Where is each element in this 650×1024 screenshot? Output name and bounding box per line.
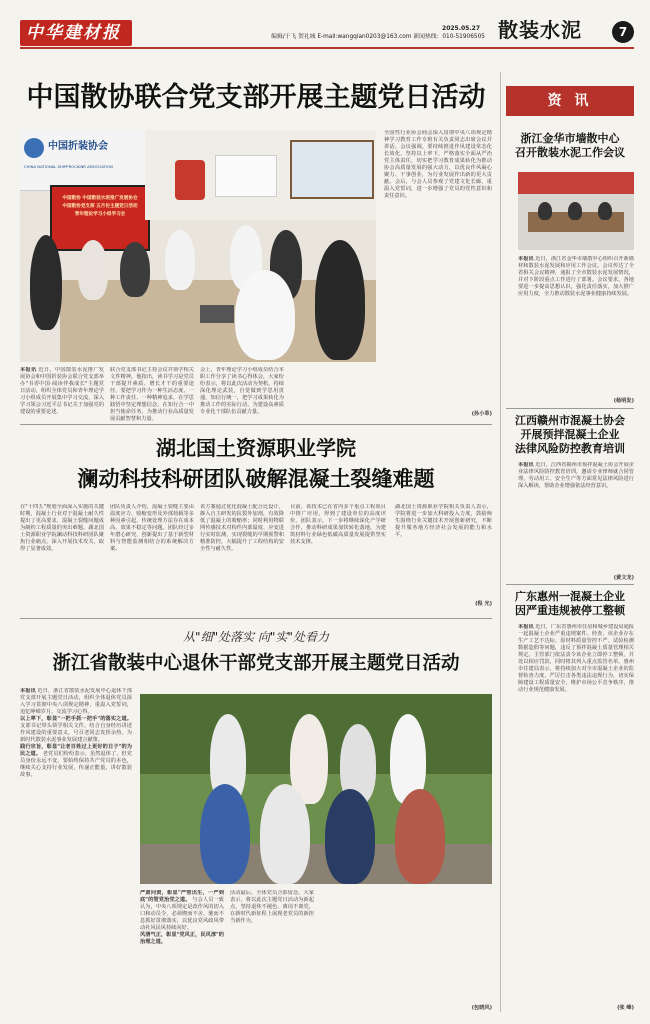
article-1-column-3: 会上，青年理论学习小组成员结合本职工作分享了读书心得体会，大家纷纷表示，将以此次活动为契机，持续深化理论武装，自觉做到学思用贯通、知信行统一，把学习成果转化为推动工作的实际行动，为建设高素质专业化干部队伍贡献力量。 <box>200 367 284 415</box>
article-3-column-1 <box>20 688 132 1012</box>
article-3-kicker: 从"细"处落实 向"实"处看力 <box>183 630 329 644</box>
article-2-headline-2: 澜动科技科研团队破解混凝土裂缝难题 <box>77 467 435 491</box>
article-1-column-1-text: 近日，中国散装水泥推广发展协会和中国折装协会联合党支部举办"书香中国·阅读伴我成长"主题党日活动，组织全体党员和青年理论学习小组成员开展集中学习交流，深入学习领会习近平总书记关于加强党的建设的重要论述。 <box>20 367 104 415</box>
person <box>598 202 612 220</box>
page-number: 7 <box>618 25 628 39</box>
laptop <box>200 305 234 323</box>
article-3-column-3-text: 与会人员一致认为，中央八项规定是改作风的切入口和动员令，必须锲而不舍、驰而不息抓好贯彻落实，以优良党风政风带动社风民风持续向好。 <box>140 897 224 931</box>
masthead-rule <box>20 47 634 49</box>
article-1-intro-label: 本报讯 <box>20 367 37 373</box>
sidebar-item-3-label: 本报讯 <box>518 624 534 630</box>
article-3-column-5 <box>410 890 492 1000</box>
article-3-subhead-1: 以上率下，彰显"一把手抓一把手"的落实之道。 <box>20 716 132 722</box>
sidebar-item-3-body: 近日，广东省惠州市住房和城乡建设局通报一起混凝土企业严重违规案件。经查，该企业存在生产工艺不达标、原材料质量管控不严、试验检测数据造假等问题，违反了预拌混凝土质量管理相关规定。主管部门依法责令该企业立即停工整顿，并处以相应罚款，同时将其列入重点监管名单。惠州市住建局表示，将持续加大对全市混凝土企业的监督检查力度，严厉打击各类违法违规行为，切实保障建设工程质量安全，维护市场公平竞争秩序，推动行业规范健康发展。 <box>518 624 634 693</box>
person <box>200 784 250 884</box>
article-3-column-3: 活动最后，全体党员合影留念。大家表示，将以此次主题党日活动为新起点，坚持退休不褪色、离岗不离党，在新时代新征程上展现老党员的新担当新作为。 <box>230 890 314 924</box>
person <box>568 202 582 220</box>
wall-poster <box>215 155 277 197</box>
article-3-column-2-text: 老党员们纷纷表示，虽然退休了，但党员身份永远不变，要始终保持共产党员的本色，继续关心支持行业发展，传递正能量，讲好散装故事。 <box>20 751 132 778</box>
person <box>165 230 195 290</box>
article-2-column-4: 目前，该技术已在省内多个重点工程项目中推广应用，得到了建设单位的高度评价。团队表示，下一步将继续深化产学研合作，推动科研成果加快转化落地，为建筑材料行业绿色低碳高质量发展提供坚实技术支撑。 <box>290 504 386 545</box>
sidebar-item-3-byline: (张 峰) <box>617 1005 634 1011</box>
meeting-banner <box>518 172 634 194</box>
article-3-subhead-4: 风清气正，彰显"党风正，民风淳"的治理之道。 <box>140 932 224 945</box>
person <box>315 240 365 360</box>
sidebar-item-1-label: 本报讯 <box>518 256 534 262</box>
article-2-headline-1: 湖北国土资源职业学院 <box>156 436 356 460</box>
sidebar-item-2-label: 本报讯 <box>518 462 534 468</box>
sign-emblem-icon <box>24 138 44 158</box>
article-1-column-4: 全国性行业协会商会深入贯彻中央八项规定精神学习教育工作专班有关负责同志出席会议并讲话。会议强调，要持续推进作风建设常态化长效化，坚持以上率下，严格落实全面从严治党主体责任，切实把学习教育成果转化为推动协会高质量发展的强大动力，以优良作风凝心聚力、干事创业，为行业发展作出新的更大贡献。会后，与会人员参观了党建文化长廊，重温入党誓词，进一步增强了党员的党性意识和责任意识。 <box>384 130 492 199</box>
article-2-column-5: 湖北国土资源职业学院相关负责人表示，学院将进一步加大科研投入力度，鼓励师生围绕行业关键技术开展创新研究，不断提升服务地方经济社会发展的能力和水平。 <box>395 504 492 538</box>
sidebar-item-1-text <box>518 256 634 398</box>
person <box>30 235 62 330</box>
masthead-editor-line: 编辑/于飞 贺礼城 E-mail:wangqian0203@163.com 新闻热线：010-51906505 <box>271 34 485 40</box>
sidebar-item-1-body: 近日，浙江省金华市墙散中心组织召开新墙材和散装水泥发展和应用工作会议。会议传达了全省相关会议精神，通报了全市散装水泥发展情况，并对下阶段重点工作进行了部署。会议要求，各地要进一步提高思想认识，强化责任落实，加大推广应用力度，全力推动散装水泥事业健康持续发展。 <box>518 256 634 297</box>
sidebar-item-1-byline: (杨明发) <box>613 398 634 404</box>
article-2-byline: (程 光) <box>475 601 492 607</box>
article-3-column-2 <box>140 890 224 1012</box>
person <box>395 789 445 884</box>
person <box>260 784 310 884</box>
article-1-column-1 <box>20 367 104 421</box>
screen-banner-text: 中国散协 中国散装水泥推广发展协会 中国散协党支部 五月份主题党日活动 青年理论学习小组学习会 <box>62 196 138 217</box>
divider <box>506 584 634 585</box>
article-1-column-2: 联合党支部书记主持会议并领学相关文件精神。他指出，读书学习是党员干部提升素质、增长才干的重要途径，要把学习作为一种生活态度、一种工作责任、一种精神追求，在学思践悟中坚定理想信念，在知行合一中担当使命任务，为推动行业高质量发展贡献智慧和力量。 <box>110 367 194 421</box>
person <box>120 242 150 297</box>
article-3-headline: 浙江省散装中心退休干部党支部开展主题党日活动 <box>52 653 460 674</box>
divider <box>20 618 492 619</box>
red-flag <box>175 160 205 200</box>
article-3-byline: (包晓风) <box>471 1005 492 1011</box>
divider <box>506 408 634 409</box>
person <box>235 270 295 360</box>
person <box>325 789 375 884</box>
article-3-column-4 <box>320 890 404 1012</box>
article-1-column-4-lower <box>290 367 376 421</box>
window <box>290 140 374 199</box>
sidebar-item-2-body: 近日，江西省赣州市预拌混凝土协会开展企业法律风险防控教育培训，邀请专业律师就合同管理、劳动用工、安全生产等方面常见法律风险进行深入解读，帮助企业增强依法经营意识。 <box>518 462 634 489</box>
sidebar-item-2-text <box>518 462 634 574</box>
article-2-column-2: 团队负责人介绍，混凝土裂缝主要由温度应力、收缩变形及外部荷载等多种因素引起，传统处理方法存在成本高、效果不稳定等问题。团队经过多年潜心研究，创新提出了基于新型材料与智能监测相结合的系统解决方案。 <box>110 504 194 552</box>
article-1-byline: (孙小草) <box>471 411 492 417</box>
article-3-column-1b-text: 支部书记带头领学相关文件，结合自身经历讲述作风建设的重要意义，号召老同志发挥余热，为新时代散装水泥事业发展建言献策。 <box>20 723 132 743</box>
person <box>78 240 108 300</box>
article-2-column-1: 在"十四五"规划全面深入实施的关键时期，混凝土行业对于混凝土耐久性提出了更高要求，混凝土裂缝问题成为制约工程质量的突出难题。湖北国土资源职业学院澜动科技科研团队聚焦行业痛点，深入开展技术攻关，取得了显著成效。 <box>20 504 104 552</box>
sidebar-heading: 资 讯 <box>547 93 593 109</box>
article-3-photo <box>140 694 492 884</box>
article-3-subhead-3: 严肃问责，彰显"严管出生，一严到底"的管党治党之道。 <box>140 890 224 903</box>
masthead <box>0 0 650 48</box>
masthead-logo-text: 中华建材报 <box>26 23 121 43</box>
masthead-date: 2025.05.27 <box>442 25 480 32</box>
article-1-headline: 中国散协联合党支部开展主题党日活动 <box>26 82 486 113</box>
sidebar-item-3-title: 广东惠州一混凝土企业 因严重违规被停工整顿 <box>515 590 625 617</box>
article-2-column-3: 该方案通过优化混凝土配合比设计，掺入自主研发的抗裂外加剂，有效降低了混凝土的收缩率；同时利用物联网传感技术对构件内部温度、应变进行实时监测，实现裂缝的早期预警和精准防控，大幅提升了工程结构的安全性与耐久性。 <box>200 504 284 552</box>
wall-sign <box>20 130 146 191</box>
article-3-intro-label: 本报讯 <box>20 688 36 694</box>
article-3-column-1-text: 近日，浙江省散装水泥发展中心退休干部党支部开展主题党日活动，组织全体退休党员深入学习贯彻中央八项规定精神，重温入党誓词，追忆峥嵘岁月，交流学习心得。 <box>20 688 132 715</box>
divider <box>20 424 492 425</box>
person <box>538 202 552 220</box>
sidebar-divider <box>500 72 501 1012</box>
sidebar-item-1-title: 浙江金华市墙散中心 召开散装水泥工作会议 <box>515 132 625 159</box>
sign-text: 中国折装协会 <box>48 141 108 152</box>
section-title: 散装水泥 <box>498 18 582 42</box>
sidebar-item-2-title: 江西赣州市混凝土协会 开展预拌混凝土企业 法律风险防控教育培训 <box>515 414 625 455</box>
sidebar-item-3-text <box>518 624 634 1002</box>
sign-text-en: CHINA NATIONAL SHIPPROCKINR ASSOCIATION <box>24 164 113 169</box>
article-1-photo <box>20 130 376 362</box>
sidebar-item-1-photo <box>518 172 634 250</box>
sidebar-item-2-byline: (黄文龙) <box>613 575 634 581</box>
article-3-subhead-2: 践行宗旨，彰显"让老百姓过上更好的日子"的为民之道。 <box>20 744 132 757</box>
